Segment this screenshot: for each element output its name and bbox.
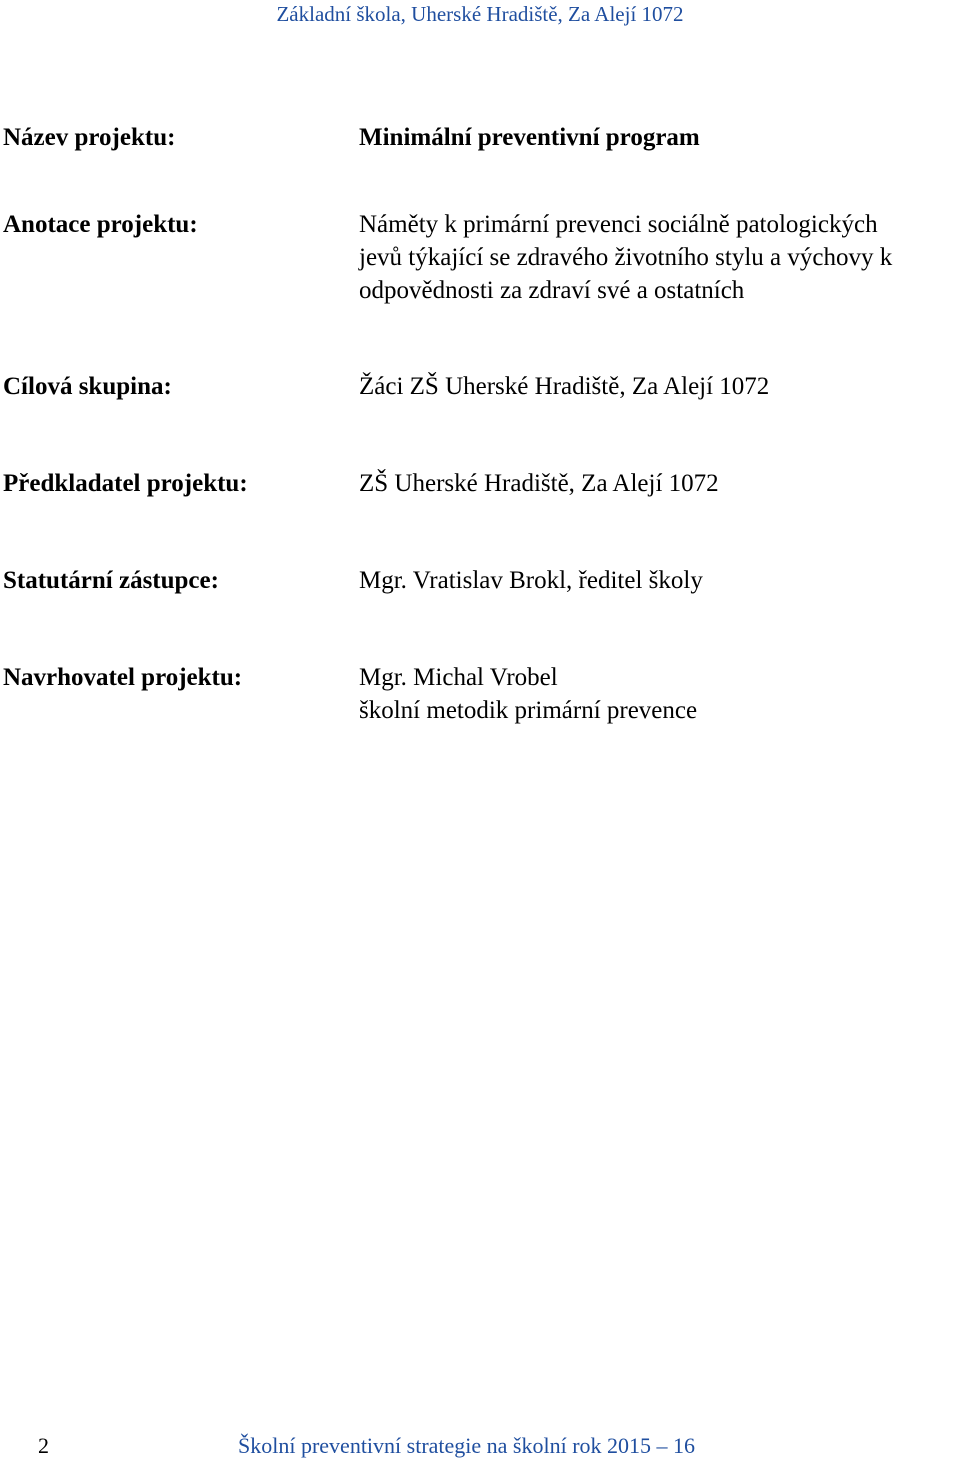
- field-value: [359, 564, 959, 597]
- field-label: Statutární zástupce:: [3, 567, 219, 594]
- field-project-annotation: [0, 208, 960, 308]
- header-school-name: Základní škola, Uherské Hradiště, Za Alejí 1072: [276, 2, 684, 26]
- field-label: Cílová skupina:: [3, 373, 172, 400]
- field-statutory-representative: [0, 564, 960, 598]
- field-value-line: školní metodik primární prevence: [359, 697, 698, 724]
- field-label: Anotace projektu:: [3, 211, 198, 238]
- field-label: Navrhovatel projektu:: [3, 664, 243, 691]
- field-value-line: jevů týkající se zdravého životního stylu a výchovy k: [359, 244, 893, 271]
- field-value-line: Minimální preventivní program: [359, 124, 700, 151]
- field-project-submitter: [0, 467, 960, 501]
- field-value: [359, 467, 959, 500]
- field-label: Předkladatel projektu:: [3, 470, 248, 497]
- field-value: [359, 661, 959, 727]
- page-number: 2: [38, 1433, 49, 1458]
- field-project-proposer: [0, 661, 960, 729]
- footer-document-title: Školní preventivní strategie na školní rok 2015 – 16: [238, 1433, 696, 1458]
- page-header: [0, 1, 960, 27]
- field-value: [359, 370, 959, 403]
- field-value-line: Mgr. Michal Vrobel: [359, 664, 558, 691]
- field-value-line: Náměty k primární prevenci sociálně patologických: [359, 211, 878, 238]
- field-target-group: [0, 370, 960, 404]
- field-value-line: Žáci ZŠ Uherské Hradiště, Za Alejí 1072: [359, 373, 770, 400]
- field-label: Název projektu:: [3, 124, 176, 151]
- field-value-line: Mgr. Vratislav Brokl, ředitel školy: [359, 567, 703, 594]
- field-value: [359, 121, 959, 154]
- field-value: [359, 208, 959, 307]
- field-project-name: [0, 121, 960, 155]
- field-value-line: odpovědnosti za zdraví své a ostatních: [359, 277, 745, 304]
- field-value-line: ZŠ Uherské Hradiště, Za Alejí 1072: [359, 470, 719, 497]
